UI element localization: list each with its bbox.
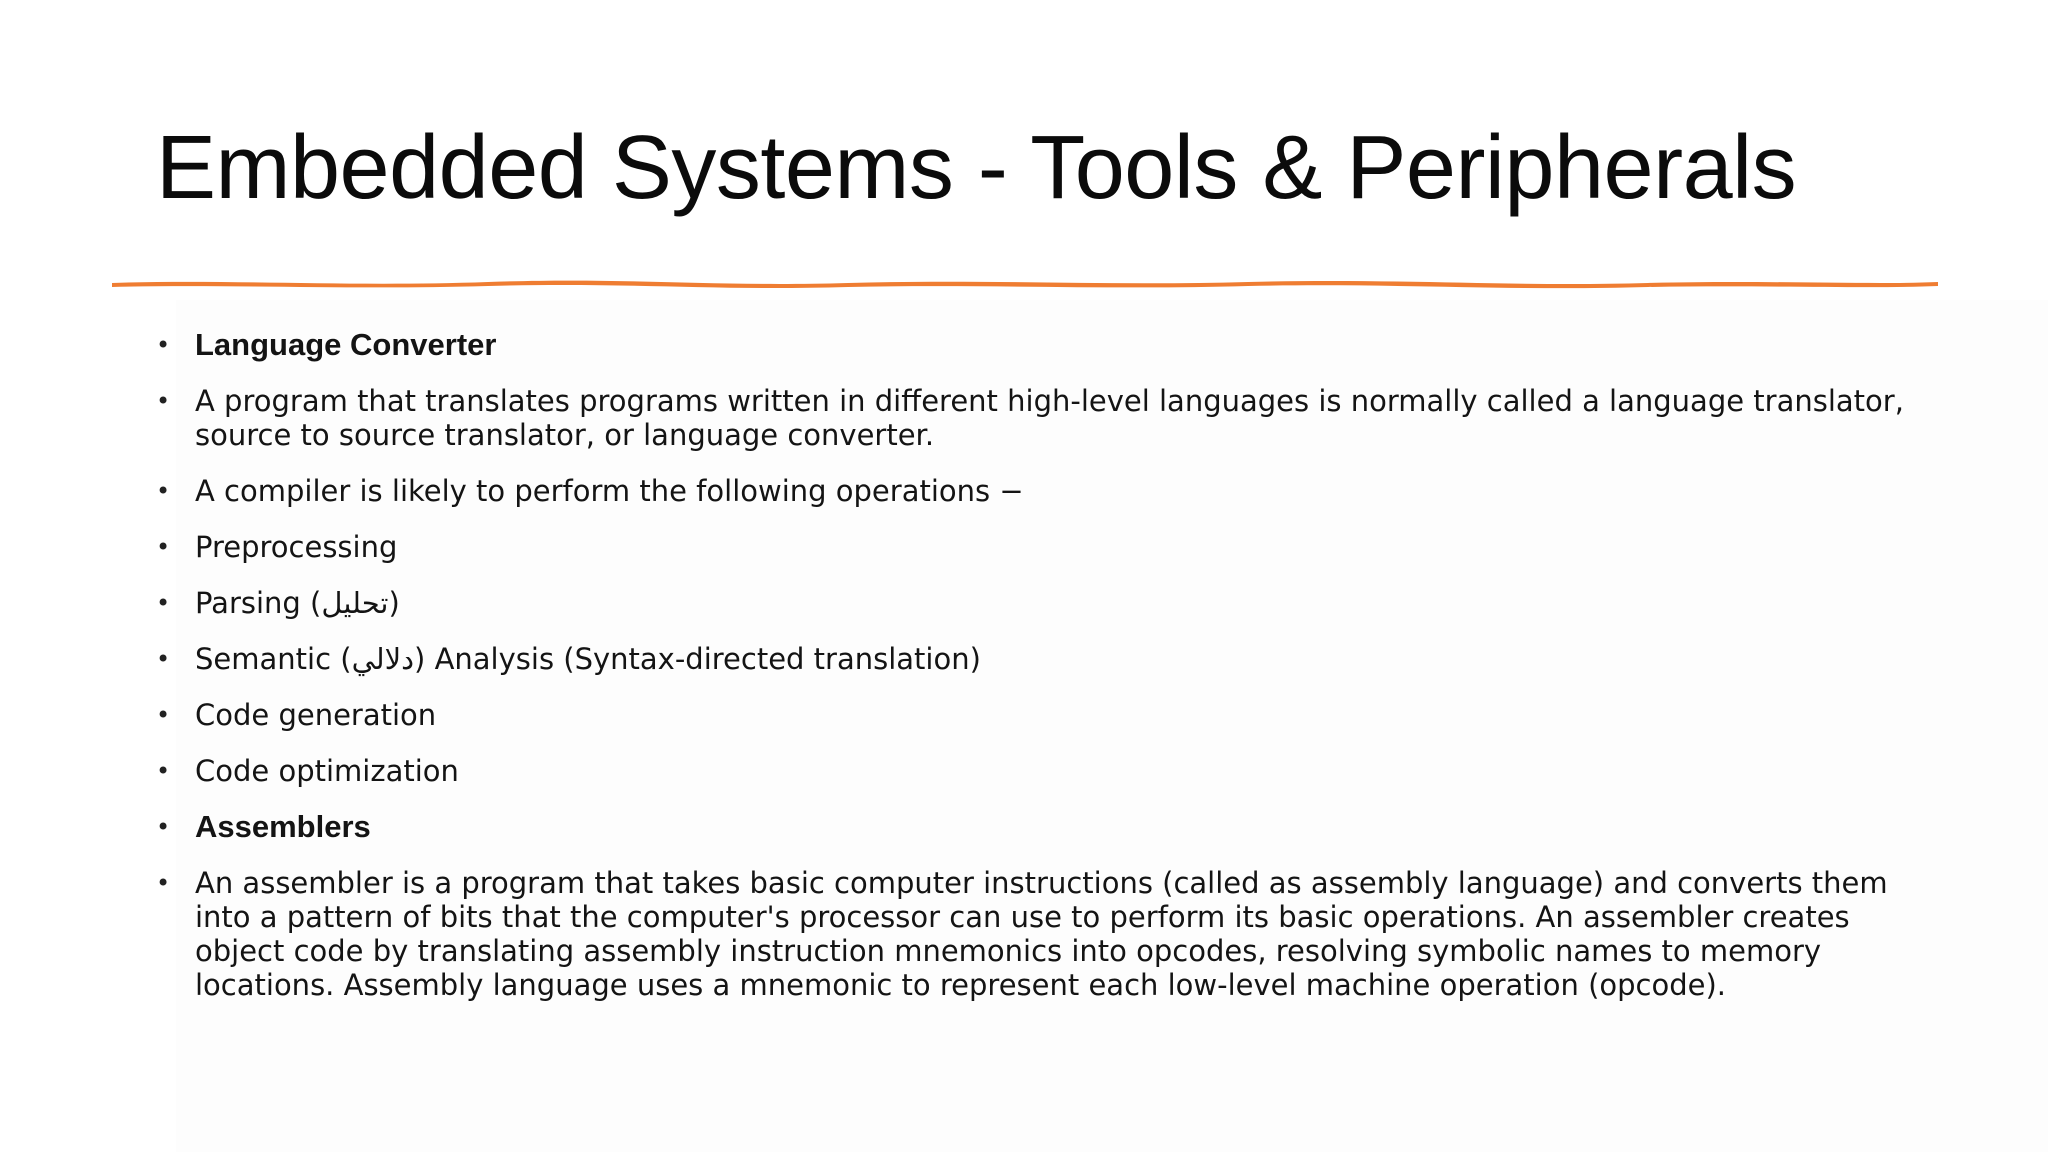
- bullet-item: [145, 530, 1905, 564]
- bullet-item: [145, 586, 1905, 620]
- bullet-item: [145, 474, 1905, 508]
- bullet-marker: •: [156, 387, 171, 415]
- bullet-text: Language Converter: [195, 327, 497, 362]
- bullet-marker: •: [156, 331, 171, 359]
- bullet-marker: •: [156, 589, 171, 617]
- bullet-item: [145, 754, 1905, 788]
- bullet-marker: •: [156, 813, 171, 841]
- bullet-text: A program that translates programs written in different high-level languages is normally called a language translator, source to source translator, or language converter.: [195, 384, 1904, 452]
- bullet-list: [145, 328, 1905, 1024]
- bullet-marker: •: [156, 701, 171, 729]
- bullet-item: [145, 642, 1905, 676]
- bullet-text: Assemblers: [195, 809, 371, 844]
- bullet-text: An assembler is a program that takes basic computer instructions (called as assembly language) and converts them into a pattern of bits that the computer's processor can use to perform its basic operations. An assembler creates object code by translating assembly instruction mnemonics into opcodes, resolving symbolic names to memory locations. Assembly language uses a mnemonic to represent each low-level machine operation (opcode).: [195, 866, 1888, 1002]
- bullet-marker: •: [156, 869, 171, 897]
- bullet-marker: •: [156, 757, 171, 785]
- bullet-marker: •: [156, 477, 171, 505]
- slide-title: Embedded Systems - Tools & Peripherals: [156, 118, 1797, 218]
- bullet-marker: •: [156, 533, 171, 561]
- bullet-item: [145, 328, 1905, 362]
- bullet-text: Code generation: [195, 698, 437, 732]
- bullet-item: [145, 384, 1905, 452]
- bullet-item: [145, 810, 1905, 844]
- bullet-item: [145, 866, 1905, 1002]
- bullet-text: Semantic (دلالي) Analysis (Syntax-directed translation): [195, 642, 981, 676]
- title-underline-stroke: [108, 272, 1942, 294]
- bullet-text: A compiler is likely to perform the following operations −: [195, 474, 1024, 508]
- bullet-text: Code optimization: [195, 754, 459, 788]
- bullet-marker: •: [156, 645, 171, 673]
- bullet-item: [145, 698, 1905, 732]
- bullet-text: Parsing (تحليل): [195, 586, 400, 620]
- bullet-text: Preprocessing: [195, 530, 398, 564]
